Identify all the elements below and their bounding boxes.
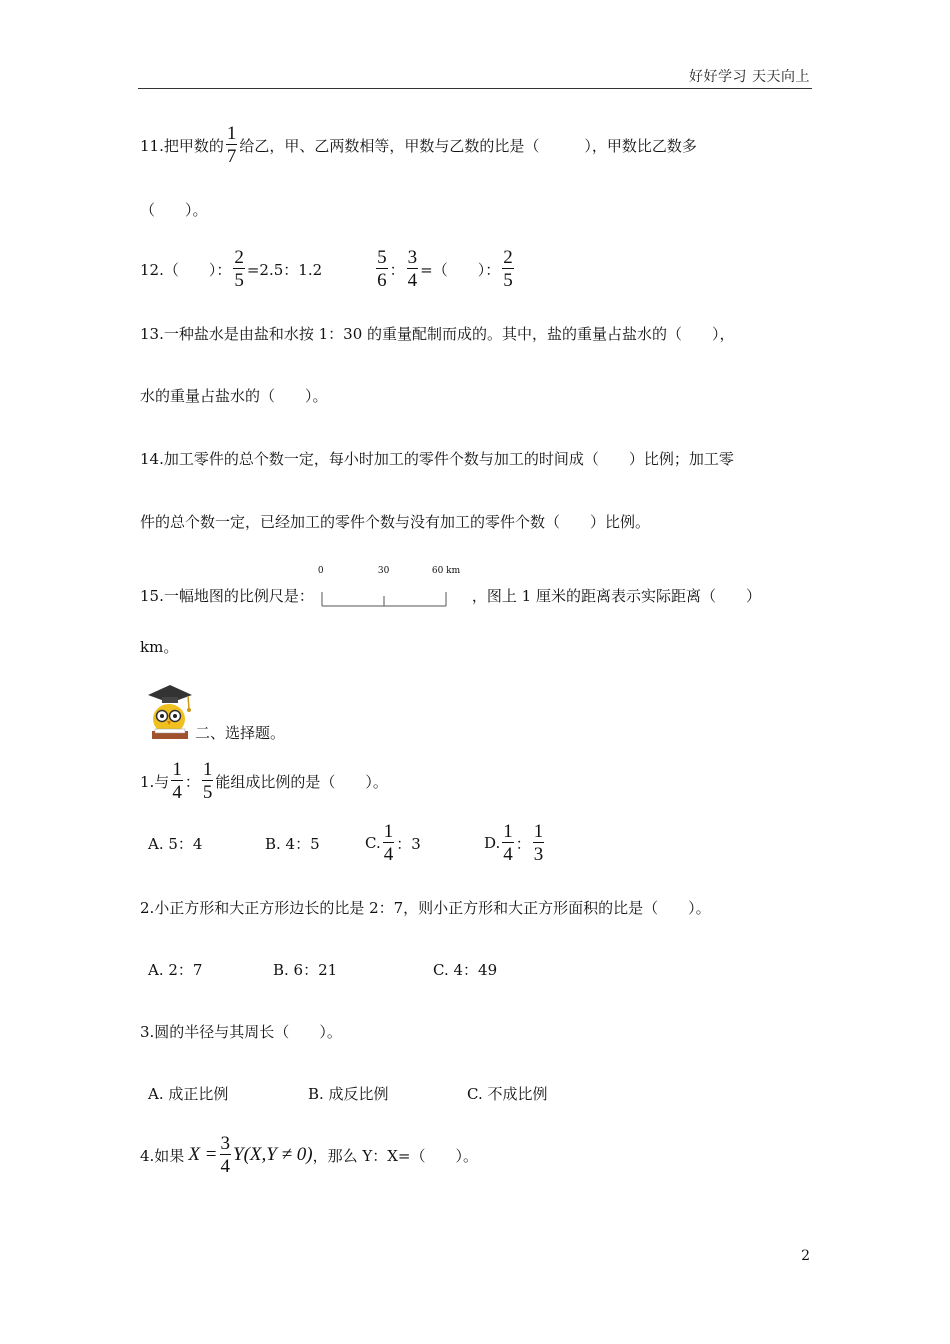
c1-option-b: B. 4：5 <box>265 834 320 853</box>
c2-option-c: C. 4：49 <box>433 961 498 979</box>
choice-question-3: 3.圆的半径与其周长（ ）。 <box>140 1023 342 1041</box>
scale-label-30: 30 <box>377 566 390 576</box>
q15-suffix: ，图上 1 厘米的距离表示实际距离（ ） <box>471 586 761 605</box>
q12-frac4-num: 2 <box>503 247 513 268</box>
page-number: 2 <box>801 1248 810 1264</box>
choice-question-2: 2.小正方形和大正方形边长的比是 2：7，则小正方形和大正方形面积的比是（ ）。 <box>140 899 711 917</box>
choice-2-options <box>148 959 497 980</box>
q12-frac1-den: 5 <box>234 270 244 291</box>
q12-blank: =（ ）： <box>420 260 501 279</box>
question-15 <box>140 566 761 610</box>
question-11 <box>140 124 697 166</box>
scale-label-0: 0 <box>317 566 324 576</box>
c3-option-a: A. 成正比例 <box>148 1085 229 1103</box>
q11-frac-den: 7 <box>226 146 237 167</box>
c1-optd-num1: 1 <box>503 821 513 842</box>
scale-label-60km: 60 km <box>431 566 461 576</box>
c4-math-right: Y(X,Y ≠ 0) <box>233 1144 313 1165</box>
c4-prefix: 4.如果 <box>140 1146 185 1165</box>
c2-option-b: B. 6：21 <box>273 961 338 979</box>
c1-option-c-label: C. <box>365 834 381 852</box>
choice-3-options <box>148 1083 547 1104</box>
c1-frac1-num: 1 <box>172 759 182 780</box>
map-scale-bar <box>317 566 468 610</box>
q12-frac2-den: 6 <box>377 270 387 291</box>
q11-text: 给乙，甲、乙两数相等，甲数与乙数的比是（ ），甲数比乙数多 <box>239 136 697 155</box>
q12-prefix: 12.（ ）： <box>140 260 232 279</box>
c1-optd-den2: 3 <box>533 844 544 865</box>
q15-prefix: 15.一幅地图的比例尺是： <box>140 586 314 605</box>
c1-option-a: A. 5：4 <box>148 834 203 853</box>
choice-question-4 <box>140 1134 478 1176</box>
page-header: 好好学习 天天向上 <box>689 69 810 85</box>
c1-frac2-den: 5 <box>202 782 213 803</box>
c4-frac-num: 3 <box>220 1133 230 1154</box>
c2-option-a: A. 2：7 <box>148 961 203 979</box>
c1-prefix: 1.与 <box>140 772 170 791</box>
q12-colon: ： <box>389 260 405 279</box>
q11-fraction <box>226 124 238 166</box>
q11-frac-num: 1 <box>226 123 237 144</box>
q12-frac1-num: 2 <box>234 247 244 268</box>
c1-option-c-fraction <box>383 822 395 864</box>
q12-ratio: =2.5：1.2 <box>246 260 323 279</box>
question-13-line2: 水的重量占盐水的（ ）。 <box>140 387 328 405</box>
c3-option-b: B. 成反比例 <box>308 1085 389 1103</box>
c1-frac2-num: 1 <box>202 759 213 780</box>
c1-option-d <box>484 822 546 864</box>
q12-frac3-den: 4 <box>407 270 418 291</box>
c3-option-c: C. 不成比例 <box>467 1085 548 1103</box>
q12-frac3-num: 3 <box>407 247 418 268</box>
question-14-line1: 14.加工零件的总个数一定，每小时加工的零件个数与加工的时间成（ ）比例；加工零 <box>140 450 734 468</box>
header-rule <box>138 88 812 89</box>
c1-option-d-fraction-2 <box>533 822 545 864</box>
c1-optc-num: 1 <box>383 821 394 842</box>
q12-frac4-den: 5 <box>503 270 513 291</box>
q11-prefix: 11.把甲数的 <box>140 136 224 155</box>
q12-fraction-4 <box>502 248 514 290</box>
q12-fraction-3 <box>407 248 419 290</box>
question-11-line2: （ ）。 <box>140 201 208 219</box>
c1-optd-num2: 1 <box>533 821 544 842</box>
c1-optc-den: 4 <box>383 844 394 865</box>
c1-fraction-1 <box>171 760 183 802</box>
choice-1-options <box>148 822 546 864</box>
c4-suffix: ，那么 Y：X=（ ）。 <box>312 1146 478 1165</box>
question-14-line2: 件的总个数一定，已经加工的零件个数与没有加工的零件个数（ ）比例。 <box>140 513 651 531</box>
question-15-line2: km。 <box>140 638 179 656</box>
q12-fraction-1 <box>233 248 245 290</box>
choice-question-1 <box>140 760 388 802</box>
c1-suffix: 能组成比例的是（ ）。 <box>215 772 388 791</box>
c1-fraction-2 <box>202 760 214 802</box>
c1-option-d-colon: ： <box>515 834 531 853</box>
c4-frac-den: 4 <box>220 1156 230 1177</box>
section-2-title: 二、选择题。 <box>195 724 286 742</box>
c1-option-c-suffix: ：3 <box>396 834 421 853</box>
question-12 <box>140 248 516 290</box>
c1-colon: ： <box>184 772 200 791</box>
c4-math-left: X = <box>188 1144 218 1165</box>
q12-frac2-num: 5 <box>377 247 387 268</box>
c1-option-c <box>365 822 484 864</box>
c4-fraction <box>220 1134 232 1176</box>
c1-option-d-label: D. <box>484 834 501 852</box>
c1-frac1-den: 4 <box>172 782 182 803</box>
q12-fraction-2 <box>376 248 388 290</box>
c1-option-d-fraction-1 <box>502 822 514 864</box>
owl-mascot-icon <box>140 683 195 741</box>
c1-optd-den1: 4 <box>503 844 513 865</box>
question-13-line1: 13.一种盐水是由盐和水按 1：30 的重量配制而成的。其中，盐的重量占盐水的（ ）， <box>140 325 735 343</box>
